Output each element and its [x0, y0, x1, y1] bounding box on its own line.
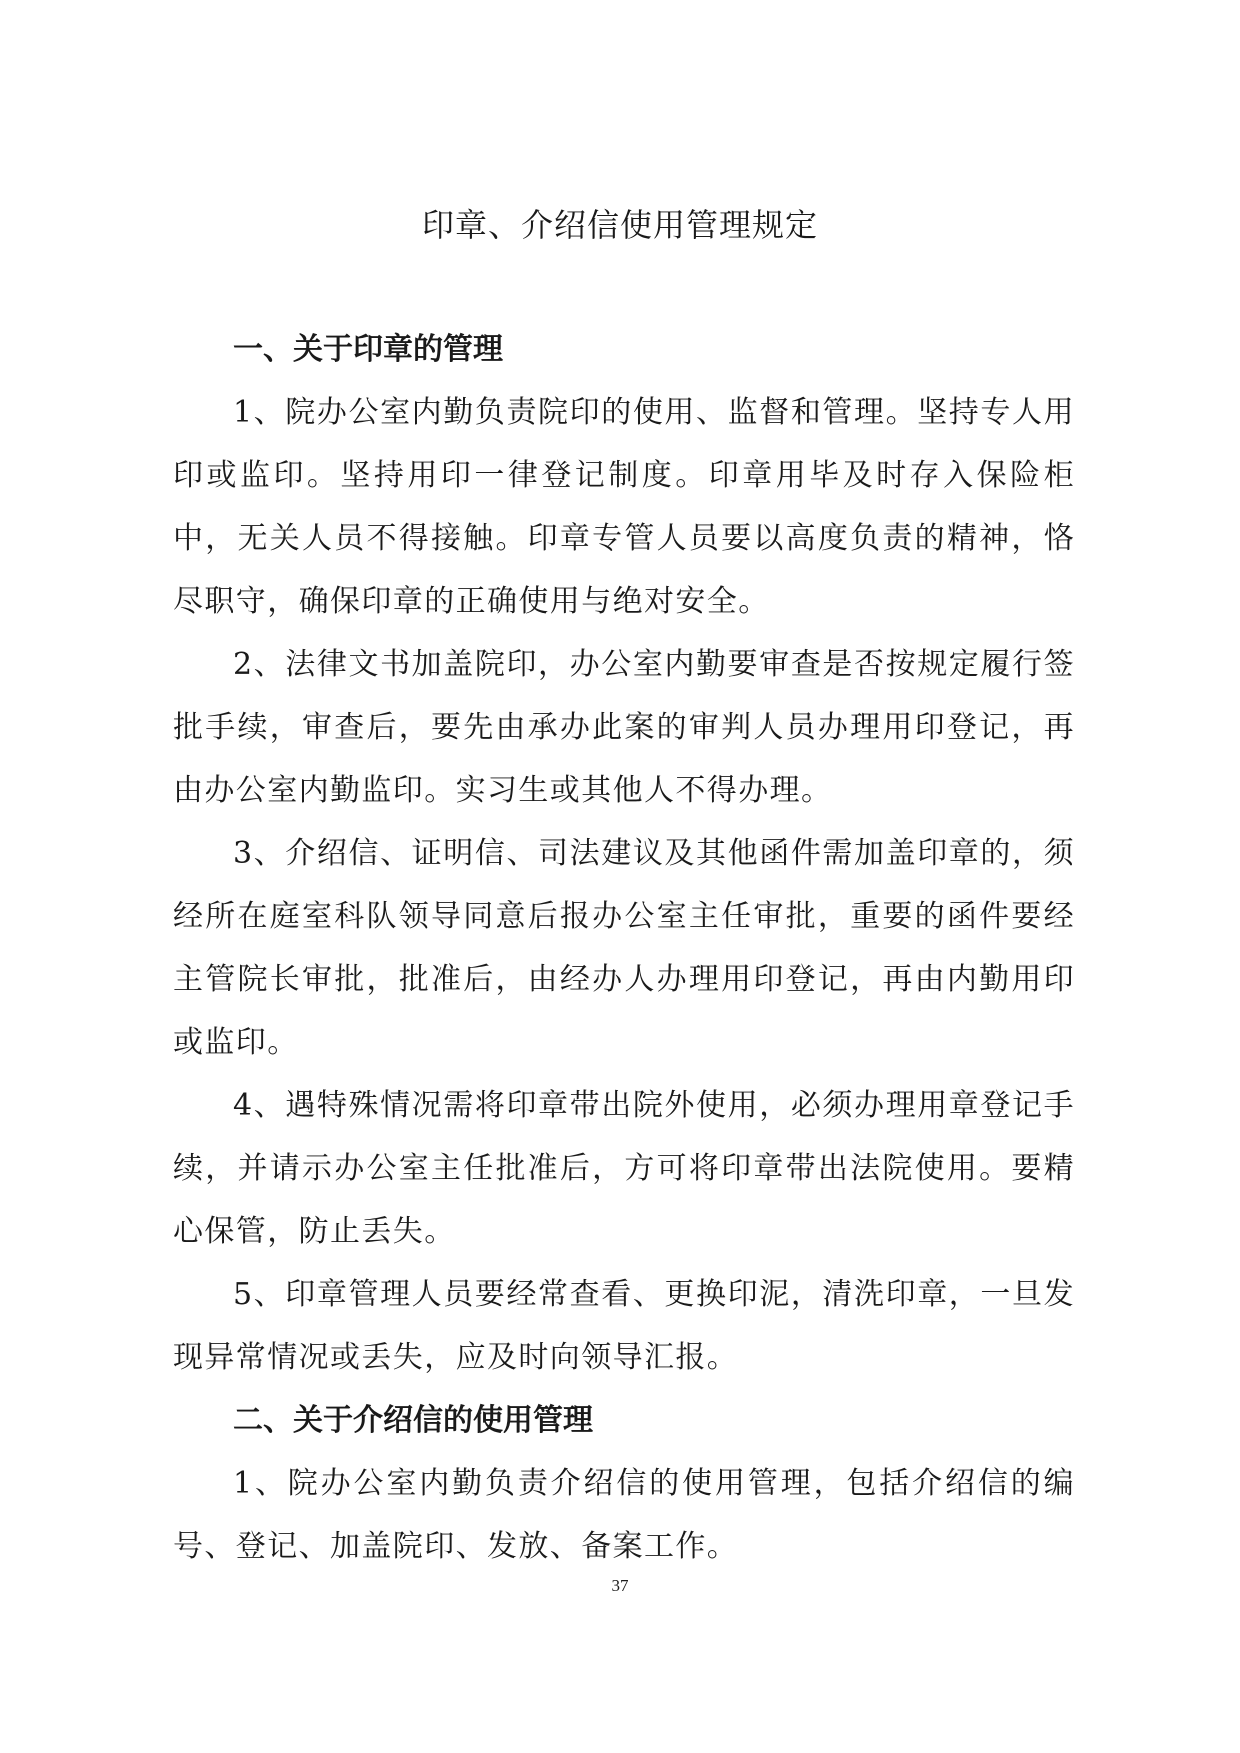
paragraph: 4、遇特殊情况需将印章带出院外使用，必须办理用章登记手续，并请示办公室主任批准后，方可将印章带出法院使用。要精心保管，防止丢失。 — [173, 1088, 1075, 1249]
paragraph: 2、法律文书加盖院印，办公室内勤要审查是否按规定履行签批手续，审查后，要先由承办此案的审判人员办理用印登记，再由办公室内勤监印。实习生或其他人不得办理。 — [173, 647, 1075, 808]
page-number: 37 — [611, 1576, 629, 1595]
paragraph: 3、介绍信、证明信、司法建议及其他函件需加盖印章的，须经所在庭室科队领导同意后报办公室主任审批，重要的函件要经主管院长审批，批准后，由经办人办理用印登记，再由内勤用印或监印。 — [173, 836, 1075, 1060]
section-heading-seal-management: 一、关于印章的管理 — [233, 332, 503, 367]
paragraph: 1、院办公室内勤负责介绍信的使用管理，包括介绍信的编号、登记、加盖院印、发放、备案工作。 — [173, 1466, 1075, 1564]
document-body — [173, 318, 1075, 1578]
section-heading-letter-management: 二、关于介绍信的使用管理 — [233, 1403, 593, 1438]
paragraph: 5、印章管理人员要经常查看、更换印泥，清洗印章，一旦发现异常情况或丢失，应及时向领导汇报。 — [173, 1277, 1075, 1375]
document-title: 印章、介绍信使用管理规定 — [421, 206, 818, 244]
paragraph: 1、院办公室内勤负责院印的使用、监督和管理。坚持专人用印或监印。坚持用印一律登记制度。印章用毕及时存入保险柜中，无关人员不得接触。印章专管人员要以高度负责的精神，恪尽职守，确保印章的正确使用与绝对安全。 — [173, 395, 1075, 619]
